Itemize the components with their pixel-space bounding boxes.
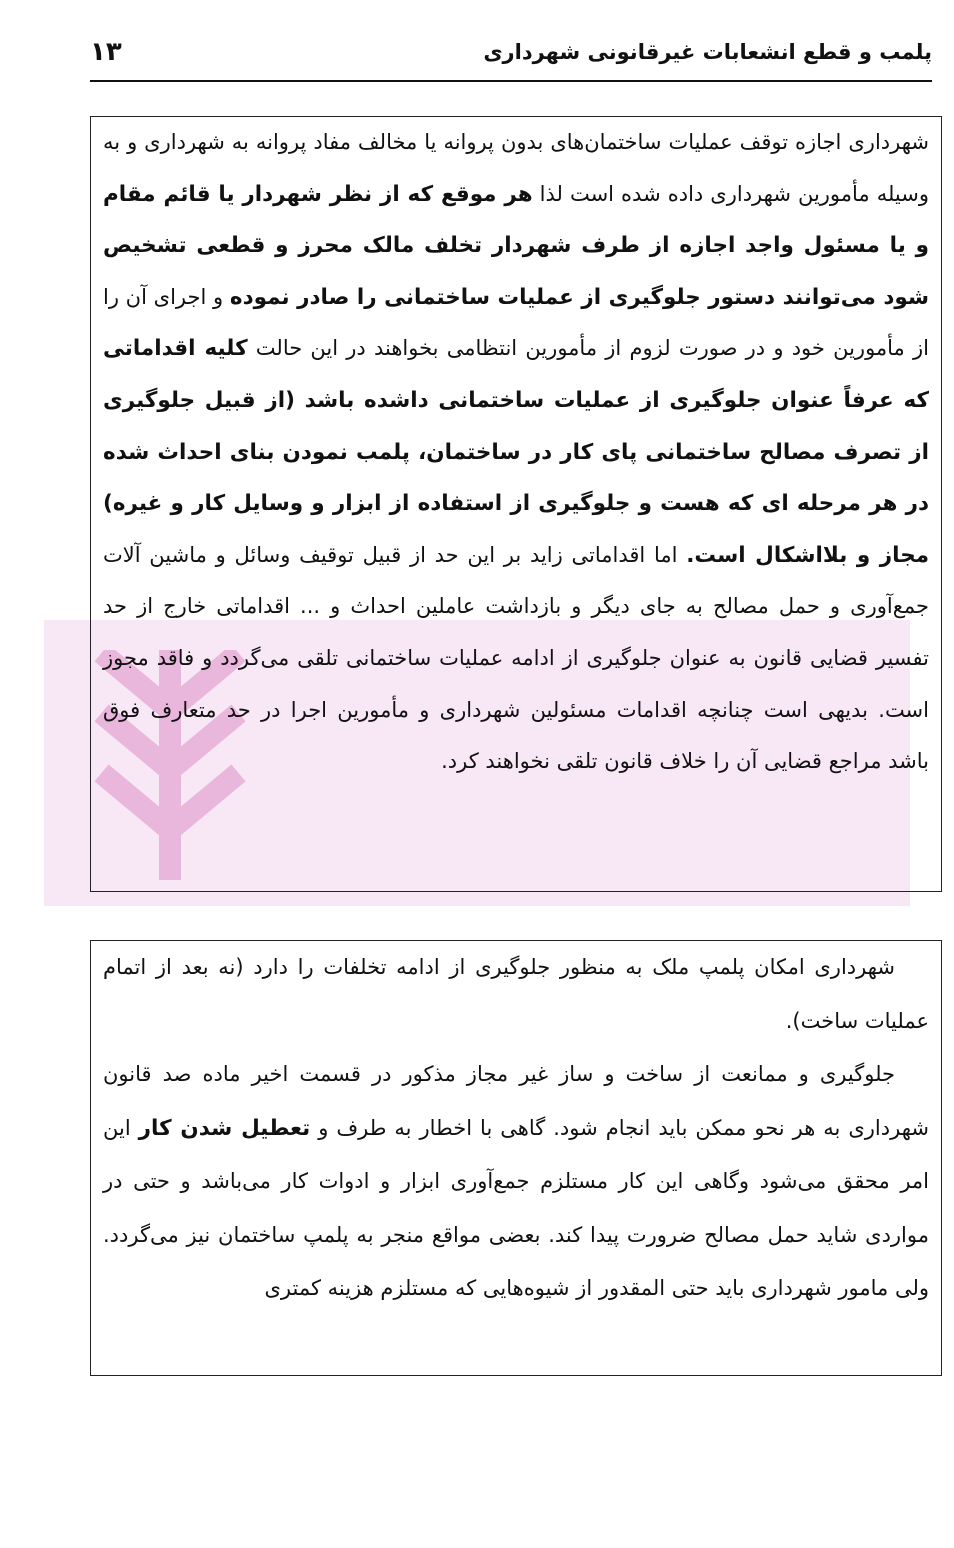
bold-segment: کلیه اقداماتی که عرفاً عنوان جلوگیری از عملیات ساختمانی داشده باشد (از قبیل جلوگیری از تصرف مصالح ساختمانی پای کار در ساختمان، پلمب نمودن بنای احداث شده در هر مرحله ای که هست و جلوگیری از استفاده از ابزار و وسایل کار و غیره) مجاز و بلااشکال است. [103,336,930,568]
bold-segment: تعطیل شدن کار [138,1115,311,1141]
boxed-paragraph-1 [90,116,942,892]
text-segment: شهرداری اجازه توقف عملیات ساختمان‌های بدون پروانه یا مخالف مفاد پروانه به شهرداری و به وسیله مأمورین شهرداری داده شده است لذا [103,130,929,206]
box1-paragraph [103,117,929,788]
header-rule [90,80,932,82]
page-number: ۱۳ [90,37,122,67]
bold-segment: هر موقع که از نظر شهردار یا قائم مقام و یا مسئول واجد اجازه از طرف شهردار تخلف مالک محرز و قطعی تشخیص شود می‌توانند دستور جلوگیری از عملیات ساختمانی را صادر نموده [103,181,930,310]
text-segment: جلوگیری و ممانعت از ساخت و ساز غیر مجاز مذکور در قسمت اخیر ماده صد قانون شهرداری به هر نحو ممکن باید انجام شود. گاهی با اخطار به طرف و [103,1062,929,1140]
box2-paragraph-1: شهرداری امکان پلمپ ملک به منظور جلوگیری از ادامه تخلفات را دارد (نه بعد از اتمام عملیات ساخت). [103,955,929,1033]
running-title: پلمب و قطع انشعابات غیرقانونی شهرداری [483,40,932,64]
boxed-paragraph-2 [90,940,942,1376]
text-segment: و اجرای آن را از مأمورین خود و در صورت لزوم از مأمورین انتظامی بخواهند در این حالت [103,284,930,361]
text-segment: اما اقداماتی زاید بر این حد از قبیل توقیف وسائل و ماشین آلات جمع‌آوری و حمل مصالح به جای دیگر و بازداشت عاملین احداث و ... اقداماتی خارج از حد تفسیر قضایی قانون به عنوان جلوگیری از ادامه عملیات ساختمانی تلقی می‌گردد و فاقد مجوز است. بدیهی است چنانچه اقدامات مسئولین شهرداری و مأمورین اجرا در حد متعارف فوق باشد مراجع قضایی آن را خلاف قانون تلقی نخواهند کرد. [103,542,929,774]
page-header [90,28,932,76]
box2-paragraph-2 [103,1048,929,1316]
text-segment: این امر محقق می‌شود وگاهی این کار مستلزم جمع‌آوری ابزار و ادوات کار می‌باشد و حتی در مواردی شاید حمل مصالح ضرورت پیدا کند. بعضی مواقع منجر به پلمپ ساختمان نیز می‌گردد. ولی مامور شهرداری باید حتی المقدور از شیوه‌هایی که مستلزم هزینه کمتری [103,1115,929,1300]
